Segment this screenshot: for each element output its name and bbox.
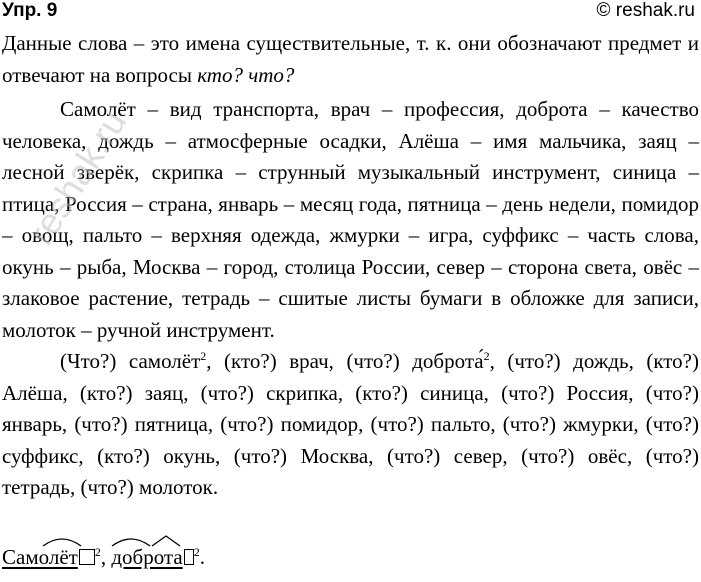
watermark: reshak.ru [20,102,135,252]
word-samolet-text: Самолёт [2,545,78,569]
analysis-end: . [199,545,205,569]
questions-part-3: , (что?) дождь, (кто?) Алёша, (кто?) заяц, (что?) скрипка, (кто?) синица, (что?) Россия, (что?) январь, (что?) пятница, (что?) помидор, (что?) пальто, (что?) жмурки, (что?) суффикс, (кто?) окунь, (что?) Москва, (что?) север, (что?) овёс, (что?) тетрадь, (что?) молоток. [2,349,699,499]
analysis-separator: , [100,545,112,569]
questions-part-1: (Что?) самолёт [60,349,201,373]
word-dobrota-text: доброта [111,545,183,569]
header [2,0,695,28]
intro-text: Данные слова – это имена существительные, т. к. они обозначают предмет и отвечают на вопросы [2,31,699,87]
questions-superscript-2: 2 [483,349,490,363]
analysis-superscript-1: 2 [94,545,101,559]
exercise-number: Упр. 9 [2,0,58,21]
intro-paragraph [2,28,699,91]
site-credit: © reshak.ru [596,0,695,21]
analysis-word-dobrota [111,542,193,572]
analysis-superscript-2: 2 [193,545,200,559]
ending-box [184,549,194,565]
morpheme-analysis [2,542,205,582]
questions-paragraph [2,346,699,504]
analysis-word-samolet [2,542,95,572]
zero-ending-box [79,549,95,565]
questions-part-2: , (кто?) врач, (что?) доброта́ [206,349,484,373]
intro-questions: кто? что? [197,62,295,87]
questions-superscript-1: 2 [200,349,207,363]
definitions-paragraph: Самолёт – вид транспорта, врач – профессия, доброта – качество человека, дождь – атмосферные осадки, Алёша – имя мальчика, заяц – лесной зверёк, скрипка – струнный музыкальный инструмент, синица – птица, Россия – страна, январь – месяц года, пятница – день недели, помидор – овощ, пальто – верхняя одежда, жмурки – игра, суффикс – часть слова, окунь – рыба, Москва – город, столица России, север – сторона света, овёс – злаковое растение, тетрадь – сшитые листы бумаги в обложке для записи, молоток – ручной инструмент. [2,97,699,342]
